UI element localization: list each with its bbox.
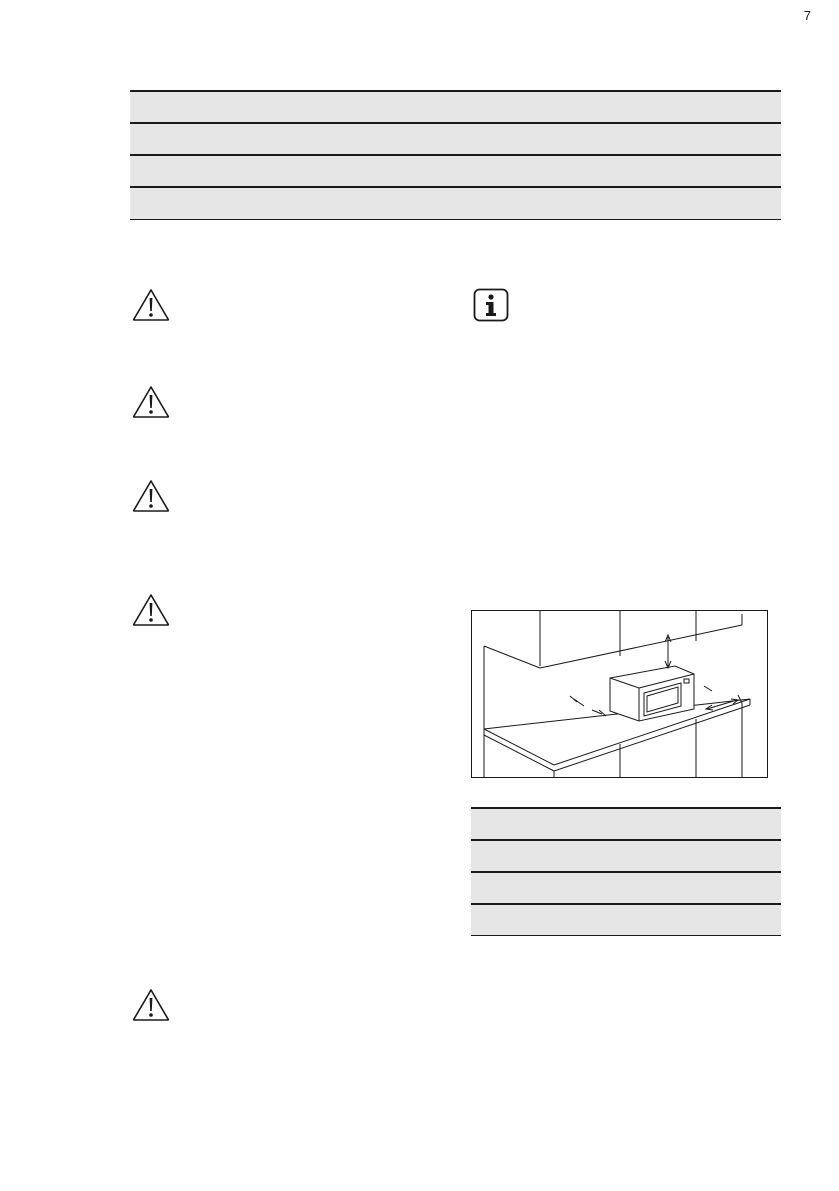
info-icon xyxy=(473,288,509,322)
table-row xyxy=(471,873,781,905)
table-row xyxy=(130,156,781,188)
page-number: 7 xyxy=(803,8,811,23)
table-row xyxy=(471,905,781,935)
table-row xyxy=(471,841,781,873)
warning-triangle-icon xyxy=(132,988,170,1022)
warning-triangle-icon xyxy=(132,288,170,322)
warning-triangle-icon xyxy=(132,479,170,513)
warning-triangle-icon xyxy=(132,385,170,419)
specifications-table-top xyxy=(130,90,781,220)
table-row xyxy=(130,188,781,219)
table-row xyxy=(130,92,781,124)
warning-triangle-icon xyxy=(132,593,170,627)
table-row xyxy=(130,124,781,156)
clearance-table xyxy=(471,807,781,936)
microwave-installation-figure xyxy=(471,610,768,778)
table-row xyxy=(471,809,781,841)
